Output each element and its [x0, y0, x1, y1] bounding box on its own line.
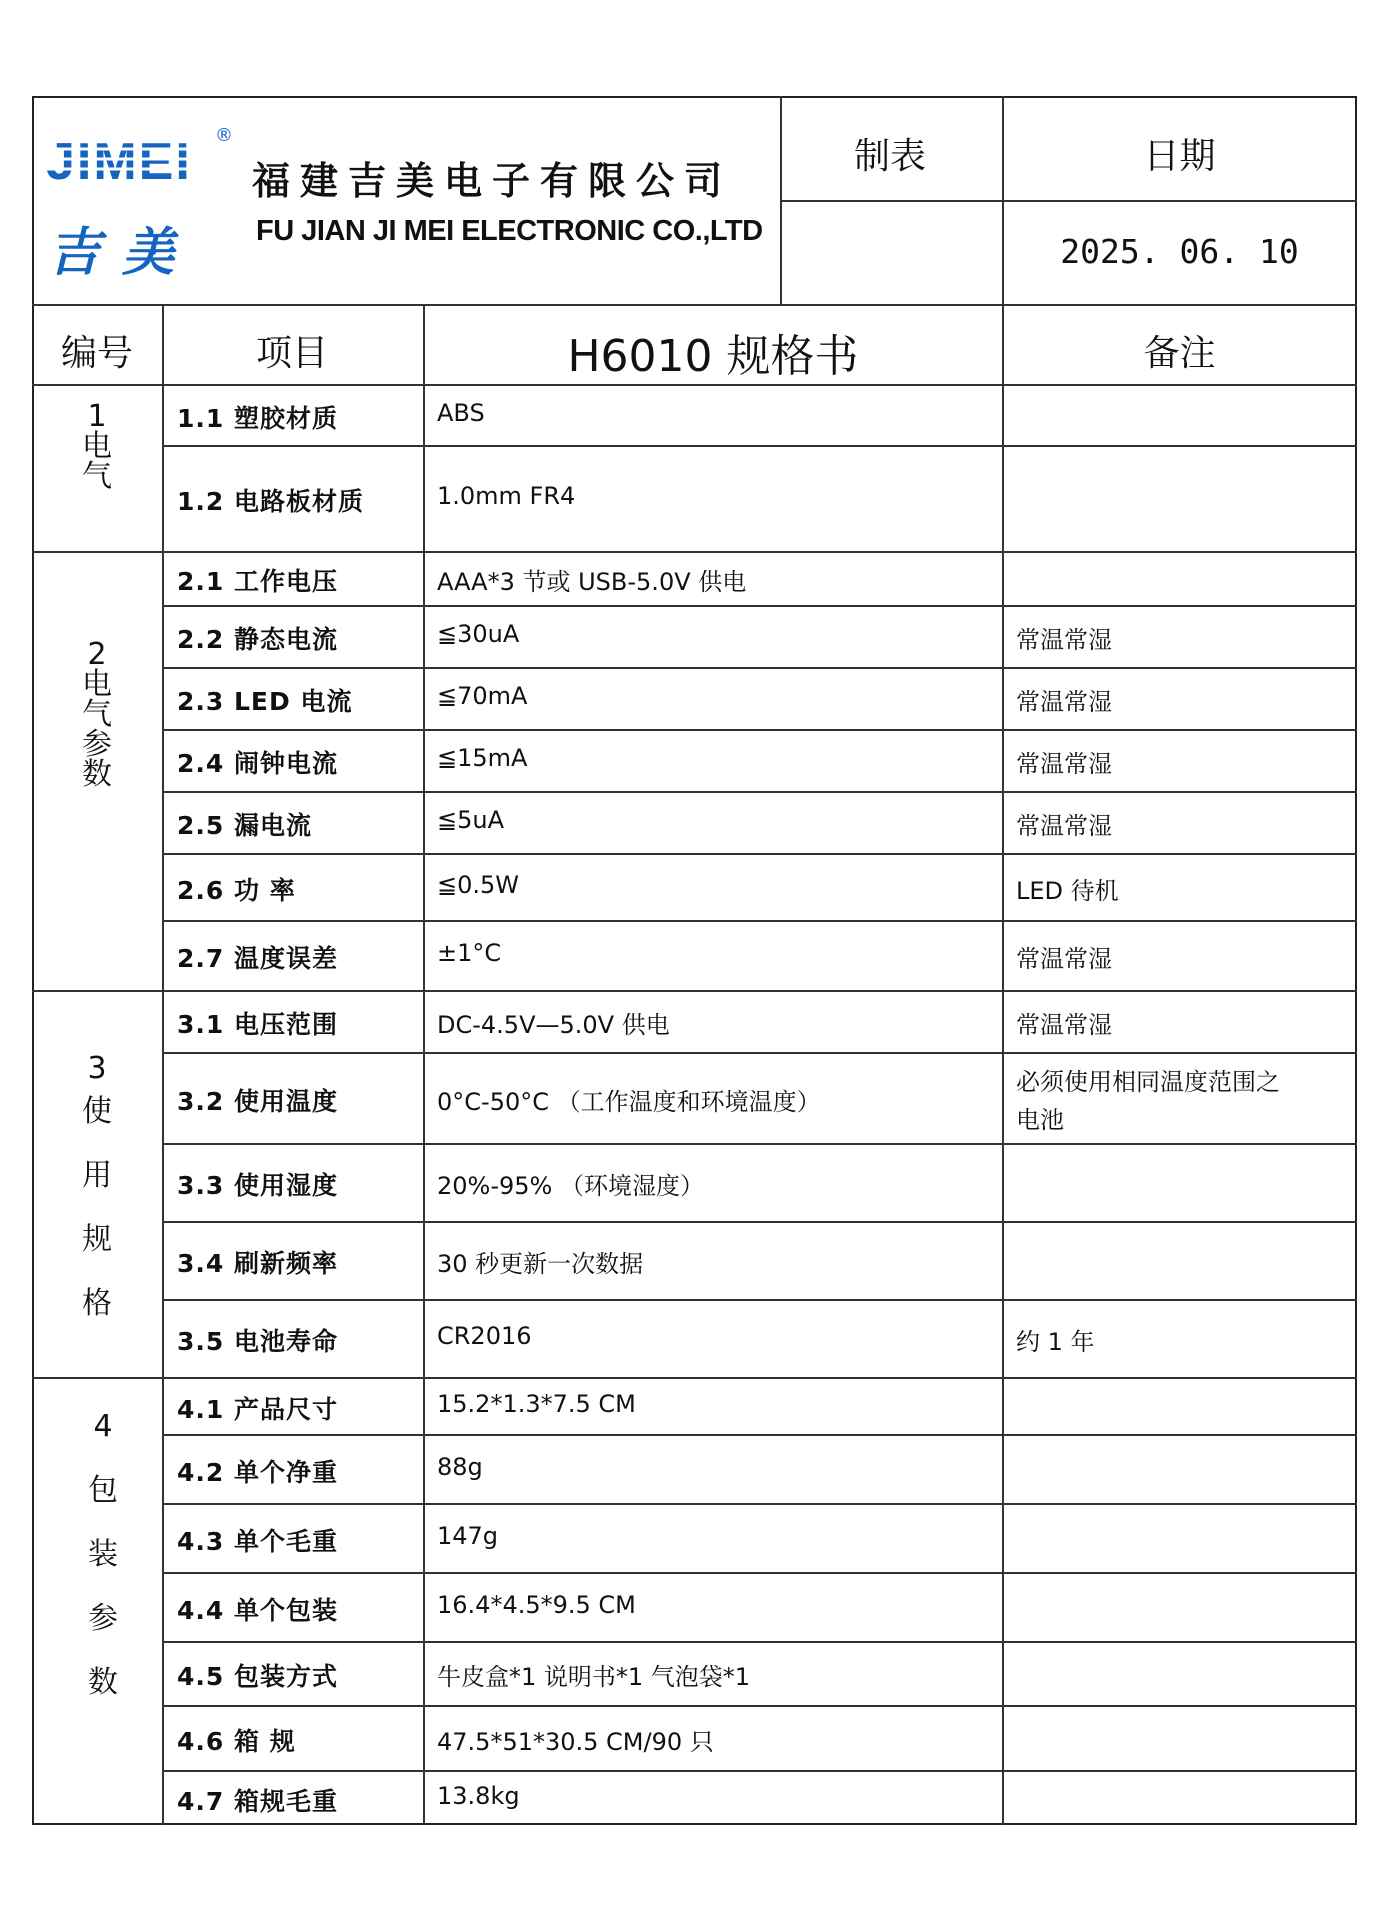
grid-line-horizontal [162, 1705, 1357, 1707]
row-item-label: 2.6 功 率 [177, 875, 296, 905]
grid-line-horizontal [162, 1299, 1357, 1301]
row-item-label: 1.1 塑胶材质 [177, 403, 338, 433]
section-2-label: 2 电气参数 [82, 637, 112, 792]
row-value: 13.8kg [437, 1781, 520, 1810]
grid-line-horizontal [162, 605, 1357, 607]
row-value: 16.4*4.5*9.5 CM [437, 1590, 636, 1619]
section-3-char: 格 [82, 1286, 112, 1321]
row-note: 常温常湿 [1016, 1011, 1112, 1039]
row-item-label: 2.1 工作电压 [177, 567, 338, 596]
col-item-header: 项目 [255, 333, 328, 374]
row-item-label: 2.4 闹钟电流 [177, 749, 338, 778]
row-value: AAA*3 节或 USB-5.0V 供电 [437, 568, 747, 596]
grid-line-horizontal [32, 384, 1357, 386]
registered-mark: ® [215, 125, 233, 146]
row-item-label: 2.7 温度误差 [177, 944, 338, 973]
tab-maker-label: 制表 [853, 136, 926, 177]
col-number-header: 编号 [60, 333, 133, 374]
grid-line-horizontal [32, 1377, 1357, 1379]
grid-line-vertical [780, 96, 782, 304]
row-note: 必须使用相同温度范围之 [1016, 1068, 1280, 1096]
grid-line-horizontal [162, 1641, 1357, 1643]
section-4-char: 包 [88, 1473, 118, 1508]
row-value: ≦15mA [437, 744, 528, 772]
row-note: LED 待机 [1016, 876, 1119, 905]
row-item-label: 3.5 电池寿命 [177, 1327, 338, 1356]
grid-line-horizontal [162, 1221, 1357, 1223]
grid-line-vertical [1002, 304, 1004, 1825]
row-item-label: 3.2 使用温度 [177, 1086, 338, 1116]
grid-line-vertical [1002, 96, 1004, 304]
grid-line-horizontal [162, 791, 1357, 793]
section-4-char: 装 [88, 1537, 118, 1572]
row-item-label: 1.2 电路板材质 [177, 487, 364, 516]
row-note: 常温常湿 [1016, 812, 1112, 840]
section-4-char: 参 [88, 1601, 118, 1636]
grid-line-horizontal [162, 729, 1357, 731]
section-1-label: 1 电气 [82, 399, 112, 494]
grid-line-horizontal [32, 551, 1357, 553]
row-item-label: 3.3 使用湿度 [177, 1171, 338, 1200]
row-value: ≦30uA [437, 620, 520, 648]
row-value: ≦70mA [437, 682, 528, 710]
row-value: 牛皮盒*1 说明书*1 气泡袋*1 [437, 1663, 751, 1691]
row-value: DC-4.5V—5.0V 供电 [437, 1011, 670, 1039]
section-3-char: 用 [82, 1158, 112, 1193]
row-note: 常温常湿 [1016, 945, 1112, 973]
grid-line-horizontal [32, 304, 1357, 306]
row-value: ABS [437, 398, 485, 427]
document-title: H6010 规格书 [567, 331, 859, 382]
row-value: 1.0mm FR4 [437, 482, 576, 510]
row-item-label: 4.2 单个净重 [177, 1457, 338, 1487]
row-item-label: 4.1 产品尺寸 [177, 1394, 338, 1424]
grid-line-horizontal [162, 1052, 1357, 1054]
col-remark-header: 备注 [1143, 333, 1216, 374]
date-value: 2025. 06. 10 [1060, 232, 1299, 271]
row-value: 47.5*51*30.5 CM/90 只 [437, 1727, 714, 1756]
section-3-number: 3 [87, 1051, 107, 1086]
row-item-label: 4.3 单个毛重 [177, 1526, 338, 1556]
grid-line-horizontal [162, 445, 1357, 447]
row-value: 15.2*1.3*7.5 CM [437, 1389, 636, 1418]
row-item-label: 2.5 漏电流 [177, 811, 312, 840]
grid-line-horizontal [162, 1503, 1357, 1505]
grid-line-horizontal [162, 1434, 1357, 1436]
date-label: 日期 [1143, 136, 1216, 177]
grid-line-horizontal [162, 853, 1357, 855]
company-name-cn: 福建吉美电子有限公司 [252, 158, 733, 203]
grid-line-horizontal [162, 1143, 1357, 1145]
row-item-label: 3.1 电压范围 [177, 1010, 338, 1039]
row-value: 0°C-50°C （工作温度和环境温度） [437, 1087, 821, 1116]
grid-line-horizontal [162, 920, 1357, 922]
row-value: 30 秒更新一次数据 [437, 1250, 644, 1278]
row-value: 20%-95% （环境湿度） [437, 1172, 704, 1200]
row-item-label: 2.2 静态电流 [177, 625, 338, 654]
section-4-char: 4 [93, 1409, 113, 1444]
row-item-label: 4.7 箱规毛重 [177, 1786, 338, 1816]
grid-line-horizontal [162, 667, 1357, 669]
logo-chinese-name: 吉美 [48, 222, 197, 283]
row-value: ≦0.5W [437, 870, 520, 899]
section-3-char: 使 [82, 1094, 112, 1129]
row-item-label: 4.6 箱 规 [177, 1726, 296, 1756]
row-value: CR2016 [437, 1322, 532, 1350]
jimei-logo-icon [46, 135, 221, 191]
row-item-label: 4.5 包装方式 [177, 1662, 338, 1691]
grid-line-horizontal [780, 200, 1357, 202]
section-4-char: 数 [88, 1665, 118, 1700]
grid-line-vertical [423, 304, 425, 1825]
company-name-en: FU JIAN JI MEI ELECTRONIC CO.,LTD [256, 215, 763, 247]
row-note: 常温常湿 [1016, 626, 1112, 654]
row-note: 常温常湿 [1016, 688, 1112, 716]
grid-line-horizontal [32, 990, 1357, 992]
row-value: ≦5uA [437, 806, 505, 834]
section-3-char: 规 [82, 1222, 112, 1257]
row-item-label: 3.4 刷新频率 [177, 1249, 338, 1278]
svg-text:JIMEI: JIMEI [46, 135, 192, 191]
grid-line-vertical [162, 304, 164, 1825]
row-value: 88g [437, 1452, 483, 1481]
row-note: 约 1 年 [1016, 1328, 1095, 1356]
row-value: ±1°C [437, 939, 502, 967]
row-item-label: 2.3 LED 电流 [177, 687, 353, 716]
row-value: 147g [437, 1521, 499, 1550]
grid-line-horizontal [162, 1770, 1357, 1772]
row-note: 常温常湿 [1016, 750, 1112, 778]
row-item-label: 4.4 单个包装 [177, 1595, 338, 1625]
grid-line-horizontal [162, 1572, 1357, 1574]
row-note: 电池 [1016, 1106, 1064, 1134]
